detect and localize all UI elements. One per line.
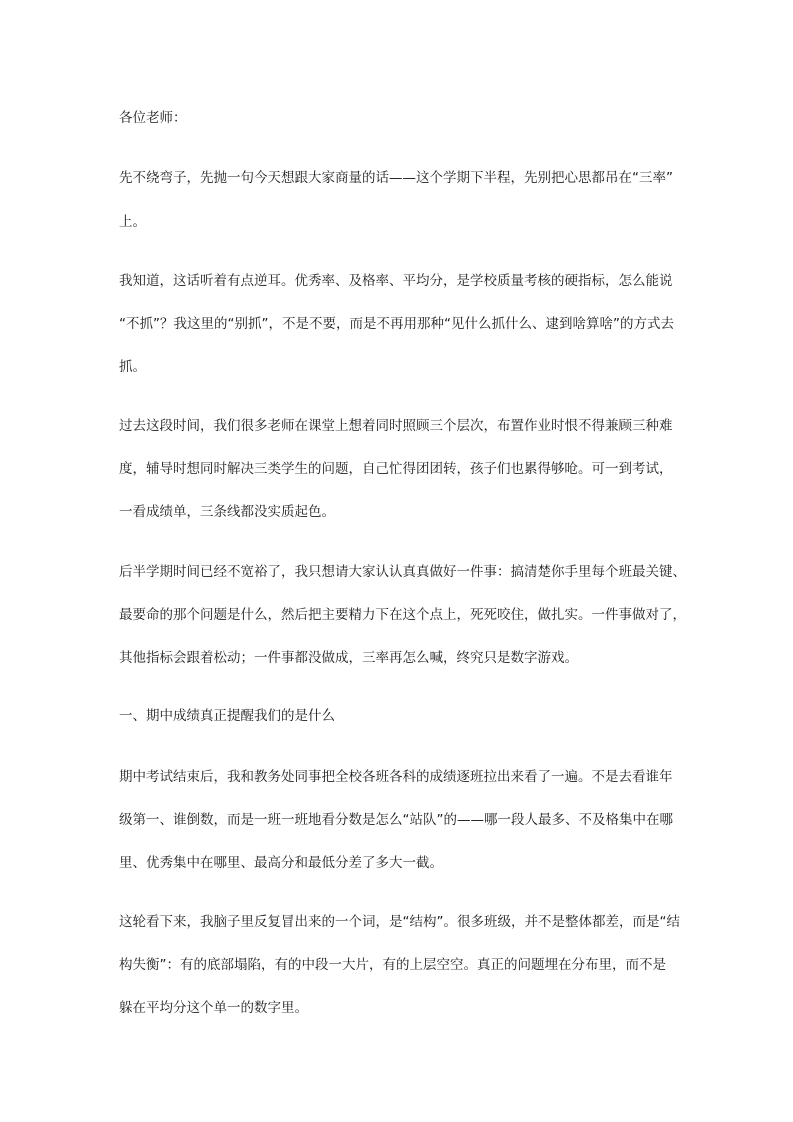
salutation: 各位老师： (119, 110, 187, 126)
paragraph-4-line-1: 后半学期时间已经不宽裕了，我只想请大家认认真真做好一件事：搞清楚你手里每个班最关键、 (119, 564, 686, 580)
paragraph-2-line-1: 我知道，这话听着有点逆耳。优秀率、及格率、平均分，是学校质量考核的硬指标，怎么能说 (119, 273, 673, 289)
paragraph-3-line-2: 度，辅导时想同时解决三类学生的问题，自己忙得团团转，孩子们也累得够呛。可一到考试， (119, 461, 673, 477)
paragraph-6-line-2: 构失衡”：有的底部塌陷，有的中段一大片，有的上层空空。真正的问题埋在分布里，而不是 (119, 957, 666, 973)
section-heading-1: 一、期中成绩真正提醒我们的是什么 (119, 708, 335, 724)
paragraph-4-line-3: 其他指标会跟着松动；一件事都没做成，三率再怎么喊，终究只是数字游戏。 (119, 650, 578, 666)
paragraph-5-line-2: 级第一、谁倒数，而是一班一班地看分数是怎么“站队”的——哪一段人最多、不及格集中在哪 (119, 812, 673, 828)
paragraph-1-line-2: 上。 (119, 214, 146, 230)
paragraph-2-line-2: “不抓”？我这里的“别抓”，不是不要，而是不再用那种“见什么抓什么、逮到啥算啥”的方式去 (119, 316, 674, 332)
paragraph-6-line-1: 这轮看下来，我脑子里反复冒出来的一个词，是“结构”。很多班级，并不是整体都差，而是“结 (119, 914, 680, 930)
paragraph-6-line-3: 躲在平均分这个单一的数字里。 (119, 1000, 308, 1016)
paragraph-3-line-1: 过去这段时间，我们很多老师在课堂上想着同时照顾三个层次，布置作业时恨不得兼顾三种难 (119, 418, 673, 434)
paragraph-3-line-3: 一看成绩单，三条线都没实质起色。 (119, 504, 335, 520)
paragraph-5-line-1: 期中考试结束后，我和教务处同事把全校各班各科的成绩逐班拉出来看了一遍。不是去看谁年 (119, 769, 673, 785)
paragraph-5-line-3: 里、优秀集中在哪里、最高分和最低分差了多大一截。 (119, 855, 443, 871)
paragraph-1-line-1: 先不绕弯子，先抛一句今天想跟大家商量的话——这个学期下半程，先别把心思都吊在“三率” (119, 170, 673, 186)
paragraph-2-line-3: 抓。 (119, 359, 146, 375)
paragraph-4-line-2: 最要命的那个问题是什么，然后把主要精力下在这个点上，死死咬住，做扎实。一件事做对了， (119, 607, 686, 623)
